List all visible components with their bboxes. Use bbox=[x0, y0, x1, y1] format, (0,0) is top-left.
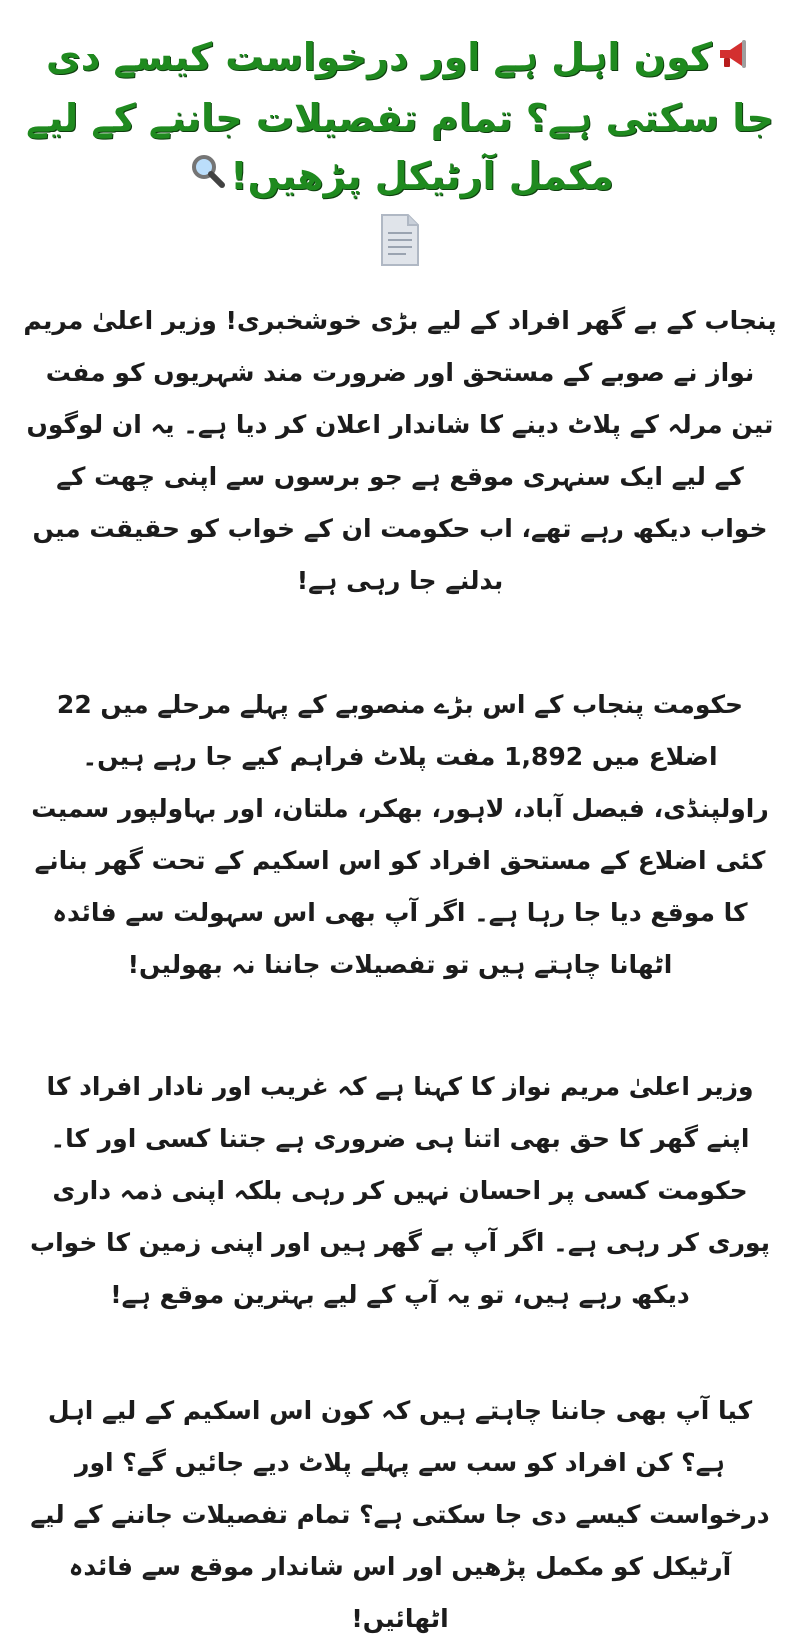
article-headline bbox=[22, 28, 778, 207]
document-icon bbox=[378, 213, 422, 267]
paragraph-districts: حکومت پنجاب کے اس بڑے منصوبے کے پہلے مرحلے میں 22 اضلاع میں 1,892 مفت پلاٹ فراہم کیے جا رہے ہیں۔ راولپنڈی، فیصل آباد، لاہور، بھکر، ملتان، اور بہاولپور سمیت کئی اضلاع کے مستحق افراد کو اس اسکیم کے تحت گھر بنانے کا موقع دیا جا رہا ہے۔ اگر آپ بھی اس سہولت سے فائدہ اٹھانا چاہتے ہیں تو تفصیلات جاننا نہ بھولیں! bbox=[31, 690, 769, 979]
megaphone-icon bbox=[716, 31, 750, 89]
paragraph-call-to-action: کیا آپ بھی جاننا چاہتے ہیں کہ کون اس اسکیم کے لیے اہل ہے؟ کن افراد کو سب سے پہلے پلاٹ دیے جائیں گے؟ اور درخواست کیسے دی جا سکتی ہے؟ تمام تفصیلات جاننے کے لیے آرٹیکل کو مکمل پڑھیں اور اس شاندار موقع سے فائدہ اٹھائیں! bbox=[30, 1396, 770, 1633]
paragraph-cm-statement: وزیر اعلیٰ مریم نواز کا کہنا ہے کہ غریب اور نادار افراد کا اپنے گھر کا حق بھی اتنا ہی ضروری ہے جتنا کسی اور کا۔ حکومت کسی پر احسان نہیں کر رہی بلکہ اپنی ذمہ داری پوری کر رہی ہے۔ اگر آپ بے گھر ہیں اور اپنی زمین کا خواب دیکھ رہے ہیں، تو یہ آپ کے لیے بہترین موقع ہے! bbox=[29, 1072, 771, 1309]
document-icon-container bbox=[22, 213, 778, 277]
magnifier-icon bbox=[190, 149, 226, 207]
paragraph-intro: پنجاب کے بے گھر افراد کے لیے بڑی خوشخبری! وزیر اعلیٰ مریم نواز نے صوبے کے مستحق اور ضرورت مند شہریوں کو مفت تین مرلہ کے پلاٹ دینے کا شاندار اعلان کر دیا ہے۔ یہ ان لوگوں کے لیے ایک سنہری موقع ہے جو برسوں سے اپنی چھت کے خواب دیکھ رہے تھے، اب حکومت ان کے خواب کو حقیقت میں بدلنے جا رہی ہے! bbox=[23, 306, 777, 595]
headline-text: کون اہل ہے اور درخواست کیسے دی جا سکتی ہے؟ تمام تفصیلات جاننے کے لیے مکمل آرٹیکل پڑھیں! bbox=[26, 35, 774, 198]
